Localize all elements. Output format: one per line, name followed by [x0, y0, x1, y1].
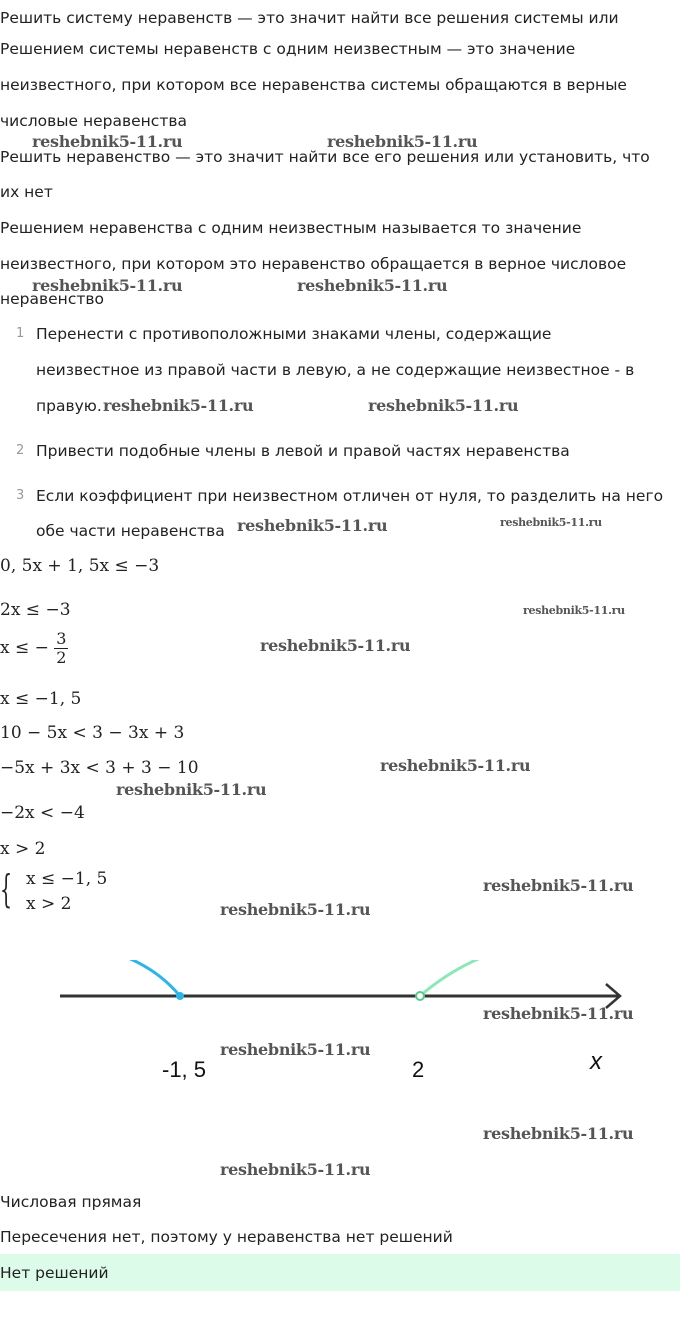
watermark: reshebnik5-11.ru	[260, 636, 411, 655]
math-line: x > 2	[26, 894, 72, 914]
watermark: reshebnik5-11.ru	[32, 132, 183, 151]
watermark: reshebnik5-11.ru	[220, 1040, 371, 1059]
watermark: reshebnik5-11.ru	[523, 604, 625, 617]
watermark: reshebnik5-11.ru	[220, 900, 371, 919]
watermark: reshebnik5-11.ru	[116, 780, 267, 799]
step-number: 2	[16, 443, 25, 458]
label-b: 2	[412, 1057, 425, 1082]
right-arc	[420, 960, 600, 996]
caption: Числовая прямая	[0, 1193, 142, 1211]
paragraph: их нет	[0, 183, 53, 201]
number-line	[0, 960, 680, 1090]
watermark: reshebnik5-11.ru	[483, 1004, 634, 1023]
watermark: reshebnik5-11.ru	[500, 516, 602, 529]
math-line: 10 − 5x < 3 − 3x + 3	[0, 723, 185, 743]
step-text: обе части неравенства	[36, 522, 225, 540]
math-line: 0, 5x + 1, 5x ≤ −3	[0, 556, 160, 576]
left-arc	[60, 960, 180, 996]
watermark: reshebnik5-11.ru	[483, 876, 634, 895]
watermark: reshebnik5-11.ru	[380, 756, 531, 775]
watermark: reshebnik5-11.ru	[32, 276, 183, 295]
watermark: reshebnik5-11.ru	[483, 1124, 634, 1143]
step-text: Перенести с противоположными знаками члены, содержащие	[36, 325, 552, 343]
watermark: reshebnik5-11.ru	[327, 132, 478, 151]
watermark: reshebnik5-11.ru	[237, 516, 388, 535]
math-line: −5x + 3x < 3 + 3 − 10	[0, 758, 199, 778]
system-brace: {	[0, 867, 13, 911]
step-text: Если коэффициент при неизвестном отличен от нуля, то разделить на него	[36, 487, 664, 505]
math-line: 2x ≤ −3	[0, 600, 71, 620]
axis-label: x	[590, 1048, 602, 1075]
step-text: неизвестное из правой части в левую, а не содержащие неизвестное - в	[36, 361, 635, 379]
paragraph: неизвестного, при котором все неравенства системы обращаются в верные	[0, 76, 627, 94]
paragraph: неизвестного, при котором это неравенство обращается в верное числовое	[0, 255, 627, 273]
math-fraction-line: x ≤ − $\frac{3}{2}$	[0, 629, 67, 667]
watermark: reshebnik5-11.ru	[368, 396, 519, 415]
paragraph: числовые неравенства	[0, 112, 187, 130]
answer: Нет решений	[0, 1264, 109, 1282]
step-text: правую.	[36, 397, 102, 415]
math-line: x ≤ −1, 5	[26, 869, 108, 889]
label-a: -1, 5	[162, 1057, 207, 1082]
math-line: x > 2	[0, 839, 46, 859]
paragraph: Решением неравенства с одним неизвестным называется то значение	[0, 219, 582, 237]
paragraph: неравенство	[0, 290, 104, 308]
step-number: 1	[16, 326, 25, 341]
conclusion: Пересечения нет, поэтому у неравенства нет решений	[0, 1228, 453, 1246]
paragraph: Решением системы неравенств с одним неизвестным — это значение	[0, 40, 576, 58]
paragraph: Решить неравенство — это значит найти все его решения или установить, что	[0, 148, 650, 166]
step-number: 3	[16, 488, 25, 503]
point-a	[176, 992, 184, 1000]
watermark: reshebnik5-11.ru	[297, 276, 448, 295]
math-line: x ≤ −1, 5	[0, 689, 82, 709]
watermark: reshebnik5-11.ru	[103, 396, 254, 415]
watermark: reshebnik5-11.ru	[220, 1160, 371, 1179]
paragraph: Решить систему неравенств — это значит найти все решения системы или	[0, 9, 619, 27]
point-b	[416, 992, 424, 1000]
step-text: Привести подобные члены в левой и правой частях неравенства	[36, 442, 570, 460]
math-line: −2x < −4	[0, 803, 85, 823]
